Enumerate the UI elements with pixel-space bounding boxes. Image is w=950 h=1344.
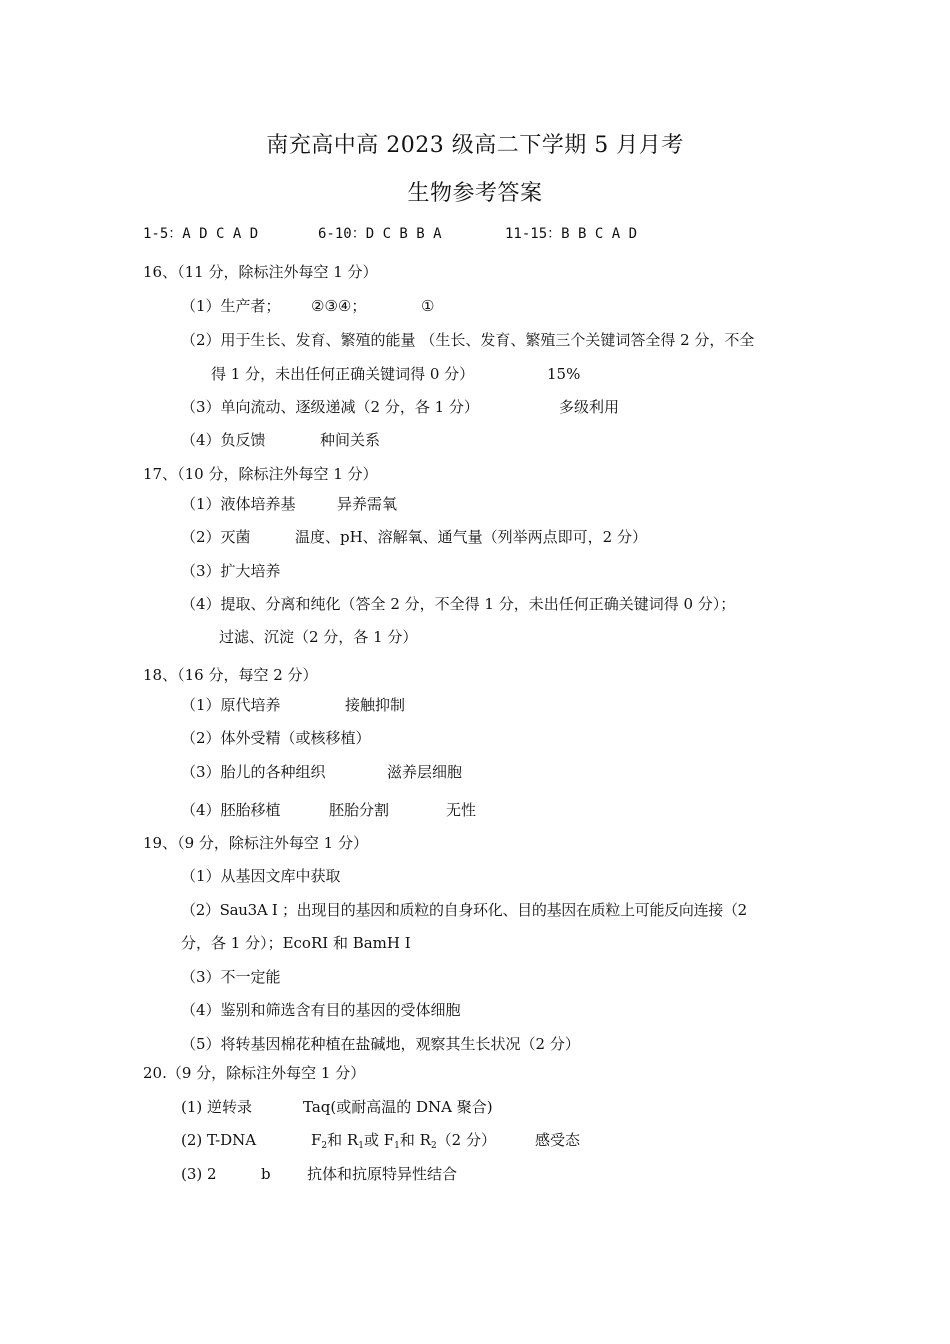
q20-heading: 20.（9 分，除标注外每空 1 分） (143, 1064, 366, 1082)
q16-line-4b (320, 430, 380, 450)
q20-l1-a: (1) 逆转录 (181, 1098, 253, 1116)
q18-line-4 (181, 800, 281, 820)
mc-answers-row (143, 224, 258, 244)
q20-points: （2 分） (436, 1131, 496, 1149)
q20-sub-1b: 1 (394, 1141, 400, 1151)
q17-line-4: （4）提取、分离和纯化（答全 2 分，不全得 1 分，未出任何正确关键词得 0 分）； (181, 595, 736, 613)
q17-line-2 (181, 527, 251, 547)
q18-line-1 (181, 695, 281, 715)
page-title: 南充高中高 2023 级高二下学期 5 月月考 (266, 133, 684, 158)
q16-l3-a: （3）单向流动、逐级递减（2 分，各 1 分） (181, 398, 479, 416)
q16-line-1 (181, 296, 281, 316)
mc-answers-1-5: 1-5：A D C A D (143, 226, 259, 242)
mc-answers-row-2 (318, 224, 442, 244)
q17-l1-b: 异养需氧 (337, 495, 398, 513)
q16-line-2b (211, 364, 474, 384)
q19-line-2b: 分，各 1 分）；EcoRI 和 BamH I (181, 934, 411, 952)
q16-line-3 (181, 397, 479, 417)
mc-answers-11-15: 11-15：B B C A D (505, 226, 638, 242)
q20-l2-a: (2) T-DNA (181, 1131, 257, 1149)
mc-answers-6-10: 6-10：D C B B A (318, 226, 442, 242)
q20-line-3 (181, 1164, 217, 1184)
q20-and-r2: 和 R (399, 1131, 431, 1149)
q18-l4-c: 无性 (446, 801, 477, 819)
q19-line-3: （3）不一定能 (181, 968, 281, 986)
q20-f-letter: F (311, 1131, 322, 1149)
q16-l1-b: ②③④； (311, 297, 367, 315)
q19-heading: 19、（9 分，除标注外每空 1 分） (143, 834, 368, 852)
q20-line-2 (181, 1130, 256, 1150)
q16-line-1c (421, 296, 434, 316)
q20-line-1 (181, 1097, 252, 1117)
q18-l1-a: （1）原代培养 (181, 696, 281, 714)
q16-l2b-b: 15% (547, 365, 581, 383)
q20-l1-b: Taq(或耐高温的 DNA 聚合) (303, 1098, 493, 1116)
q20-l2-c: 感受态 (535, 1131, 581, 1149)
q18-l1-b: 接触抑制 (345, 696, 406, 714)
q16-line-2: （2）用于生长、发育、繁殖的能量 （生长、发育、繁殖三个关键词答全得 2 分，不全 (181, 331, 755, 349)
mc-answers-row-3 (505, 224, 637, 244)
q20-sub-2a: 2 (321, 1141, 328, 1151)
page-subtitle: 生物参考答案 (407, 181, 543, 206)
q20-sub-1a: 1 (358, 1141, 364, 1151)
q18-line-4c (446, 800, 476, 820)
q20-line-3b (261, 1164, 271, 1184)
q18-heading: 18、（16 分，每空 2 分） (143, 666, 318, 684)
q16-l1-c: ① (421, 297, 435, 315)
q16-l1-a: （1）生产者； (181, 297, 281, 315)
q17-line-2b (295, 527, 647, 547)
q19-line-2: （2）Sau3A I ；出现目的基因和质粒的自身环化、目的基因在质粒上可能反向连接（2 (181, 901, 747, 919)
q18-l3-a: （3）胎儿的各种组织 (181, 763, 326, 781)
q20-line-2c (535, 1130, 580, 1150)
q17-l2-a: （2）灭菌 (181, 528, 251, 546)
q16-line-3b (559, 397, 619, 417)
q20-l3-b: b (261, 1165, 271, 1183)
q20-line-2-formula (311, 1130, 496, 1150)
q17-line-4b: 过滤、沉淀（2 分，各 1 分） (219, 628, 418, 646)
q18-line-4b (329, 800, 389, 820)
q16-l4-b: 种间关系 (320, 431, 381, 449)
q20-and-r: 和 R (327, 1131, 359, 1149)
q16-line-4 (181, 430, 266, 450)
q16-l3-b: 多级利用 (559, 398, 620, 416)
q17-line-1 (181, 494, 296, 514)
q17-line-1b (337, 494, 397, 514)
q18-line-1b (345, 695, 405, 715)
q19-line-4: （4）鉴别和筛选含有目的基因的受体细胞 (181, 1001, 461, 1019)
q18-l3-b: 滋养层细胞 (387, 763, 463, 781)
q18-l4-a: （4）胚胎移植 (181, 801, 281, 819)
q20-l3-a: (3) 2 (181, 1165, 217, 1183)
q20-line-1b (303, 1097, 493, 1117)
q16-heading: 16、（11 分，除标注外每空 1 分） (143, 263, 378, 281)
q18-line-2: （2）体外受精（或核移植） (181, 729, 371, 747)
q17-l1-a: （1）液体培养基 (181, 495, 296, 513)
q18-l4-b: 胚胎分割 (329, 801, 390, 819)
q18-line-3b (387, 762, 462, 782)
q17-l2-b: 温度、pH、溶解氧、通气量（列举两点即可，2 分） (295, 528, 647, 546)
q16-line-1b (311, 296, 366, 316)
q17-heading: 17、（10 分，除标注外每空 1 分） (143, 465, 378, 483)
q20-l3-c: 抗体和抗原特异性结合 (307, 1165, 458, 1183)
q19-line-5: （5）将转基因棉花种植在盐碱地，观察其生长状况（2 分） (181, 1035, 580, 1053)
q16-l2b-a: 得 1 分，未出任何正确关键词得 0 分） (211, 365, 475, 383)
q20-or-f: 或 F (363, 1131, 395, 1149)
q16-l4-a: （4）负反馈 (181, 431, 266, 449)
q20-sub-2b: 2 (430, 1141, 437, 1151)
q18-line-3 (181, 762, 326, 782)
q19-line-1: （1）从基因文库中获取 (181, 867, 341, 885)
q20-line-3c (307, 1164, 457, 1184)
q17-line-3: （3）扩大培养 (181, 562, 281, 580)
q16-line-2c (547, 364, 580, 384)
